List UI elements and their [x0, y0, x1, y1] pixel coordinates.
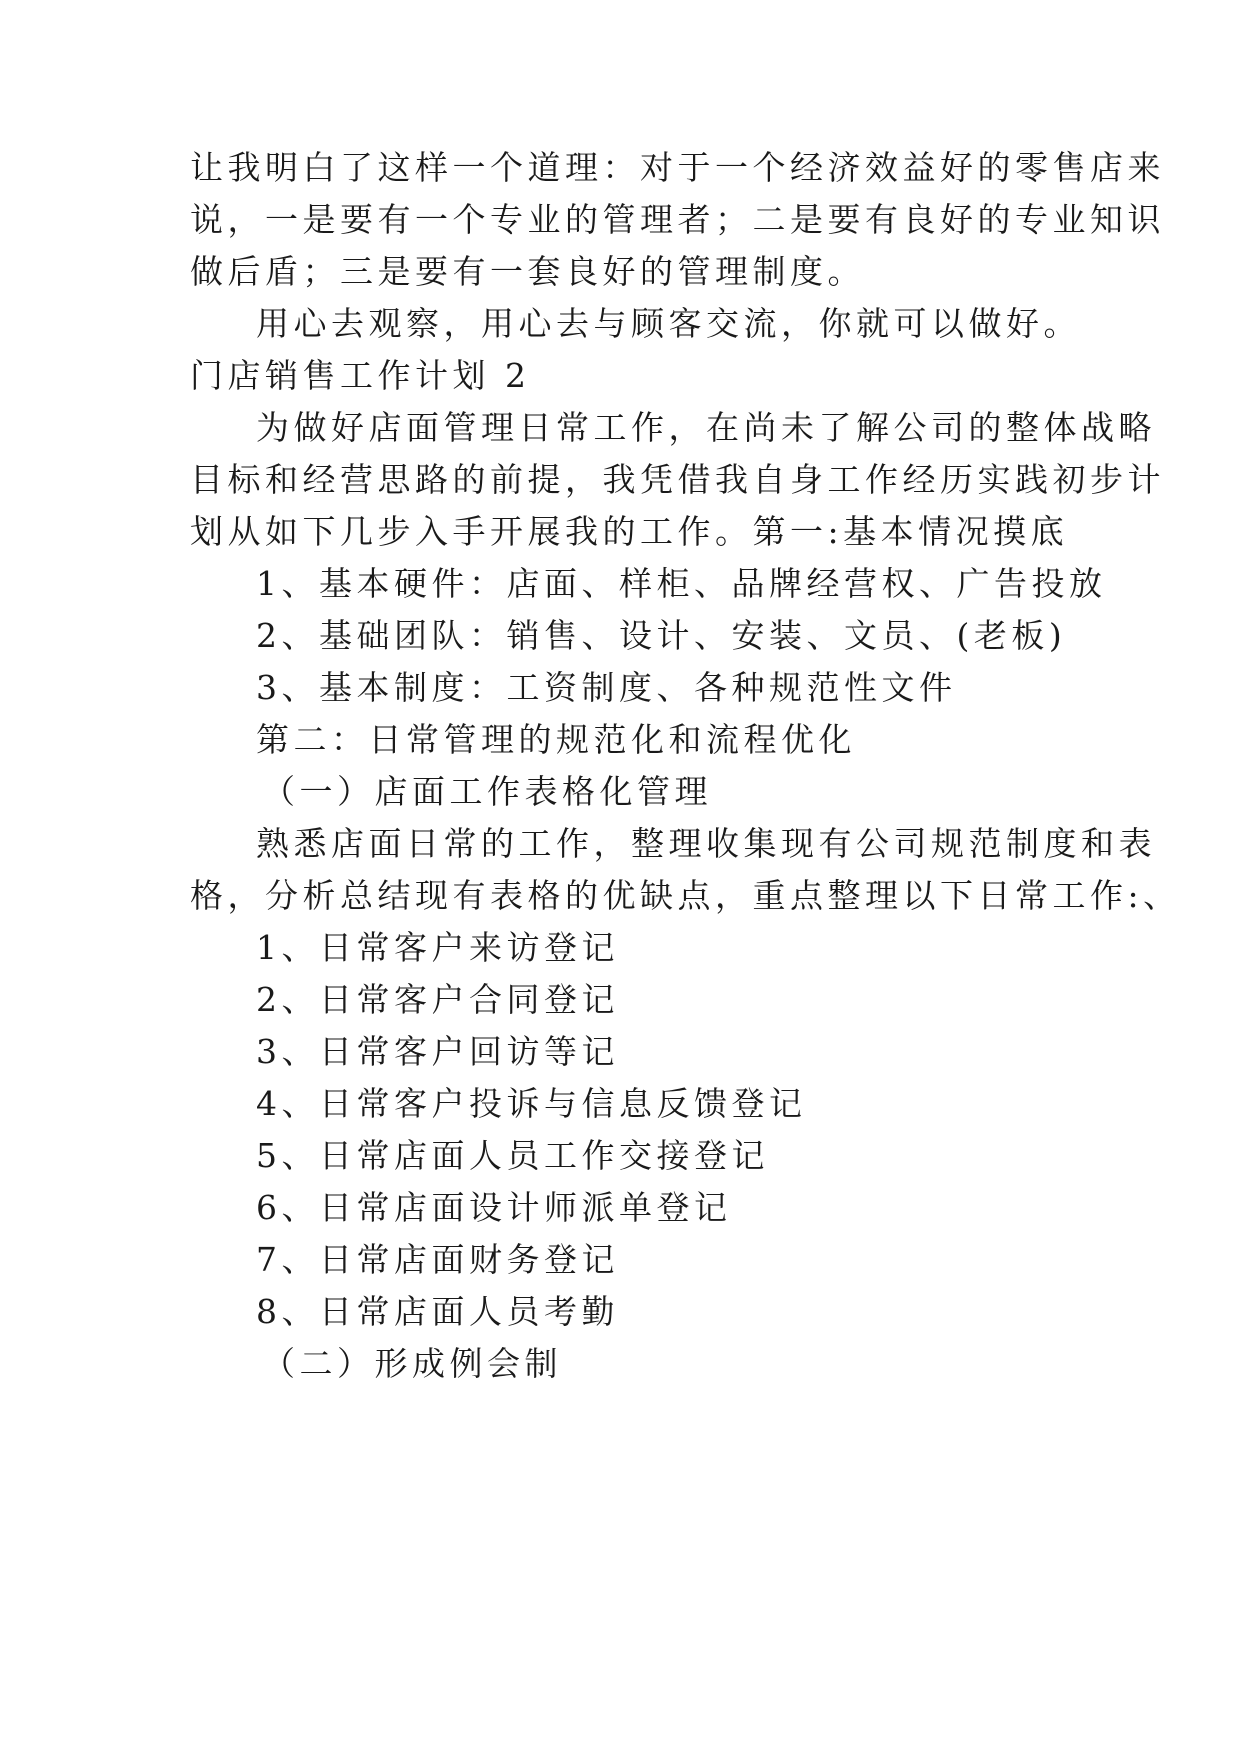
paragraph-line: 熟悉店面日常的工作，整理收集现有公司规范制度和表 — [256, 824, 1156, 863]
section-heading: 门店销售工作计划 2 — [190, 356, 531, 395]
subsection-heading: （一）店面工作表格化管理 — [262, 772, 712, 811]
subsection-heading: （二）形成例会制 — [262, 1344, 562, 1383]
paragraph-line: 让我明白了这样一个道理：对于一个经济效益好的零售店来 — [190, 148, 1165, 187]
list-item: 1、日常客户来访登记 — [256, 928, 619, 967]
subsection-heading: 第二：日常管理的规范化和流程优化 — [256, 720, 856, 759]
paragraph-line: 格，分析总结现有表格的优缺点，重点整理以下日常工作:、 — [190, 876, 1181, 915]
list-item: 2、基础团队：销售、设计、安装、文员、(老板) — [256, 616, 1067, 655]
list-item: 4、日常客户投诉与信息反馈登记 — [256, 1084, 807, 1123]
paragraph-line: 用心去观察，用心去与顾客交流，你就可以做好。 — [256, 304, 1081, 343]
paragraph-line: 做后盾；三是要有一套良好的管理制度。 — [190, 252, 865, 291]
list-item: 1、基本硬件：店面、样柜、品牌经营权、广告投放 — [256, 564, 1107, 603]
list-item: 7、日常店面财务登记 — [256, 1240, 619, 1279]
list-item: 3、基本制度：工资制度、各种规范性文件 — [256, 668, 957, 707]
paragraph-line: 划从如下几步入手开展我的工作。第一:基本情况摸底 — [190, 512, 1069, 551]
list-item: 6、日常店面设计师派单登记 — [256, 1188, 732, 1227]
list-item: 5、日常店面人员工作交接登记 — [256, 1136, 769, 1175]
paragraph-line: 说，一是要有一个专业的管理者；二是要有良好的专业知识 — [190, 200, 1165, 239]
paragraph-line: 为做好店面管理日常工作，在尚未了解公司的整体战略 — [256, 408, 1156, 447]
list-item: 2、日常客户合同登记 — [256, 980, 619, 1019]
list-item: 8、日常店面人员考勤 — [256, 1292, 619, 1331]
paragraph-line: 目标和经营思路的前提，我凭借我自身工作经历实践初步计 — [190, 460, 1165, 499]
list-item: 3、日常客户回访等记 — [256, 1032, 619, 1071]
